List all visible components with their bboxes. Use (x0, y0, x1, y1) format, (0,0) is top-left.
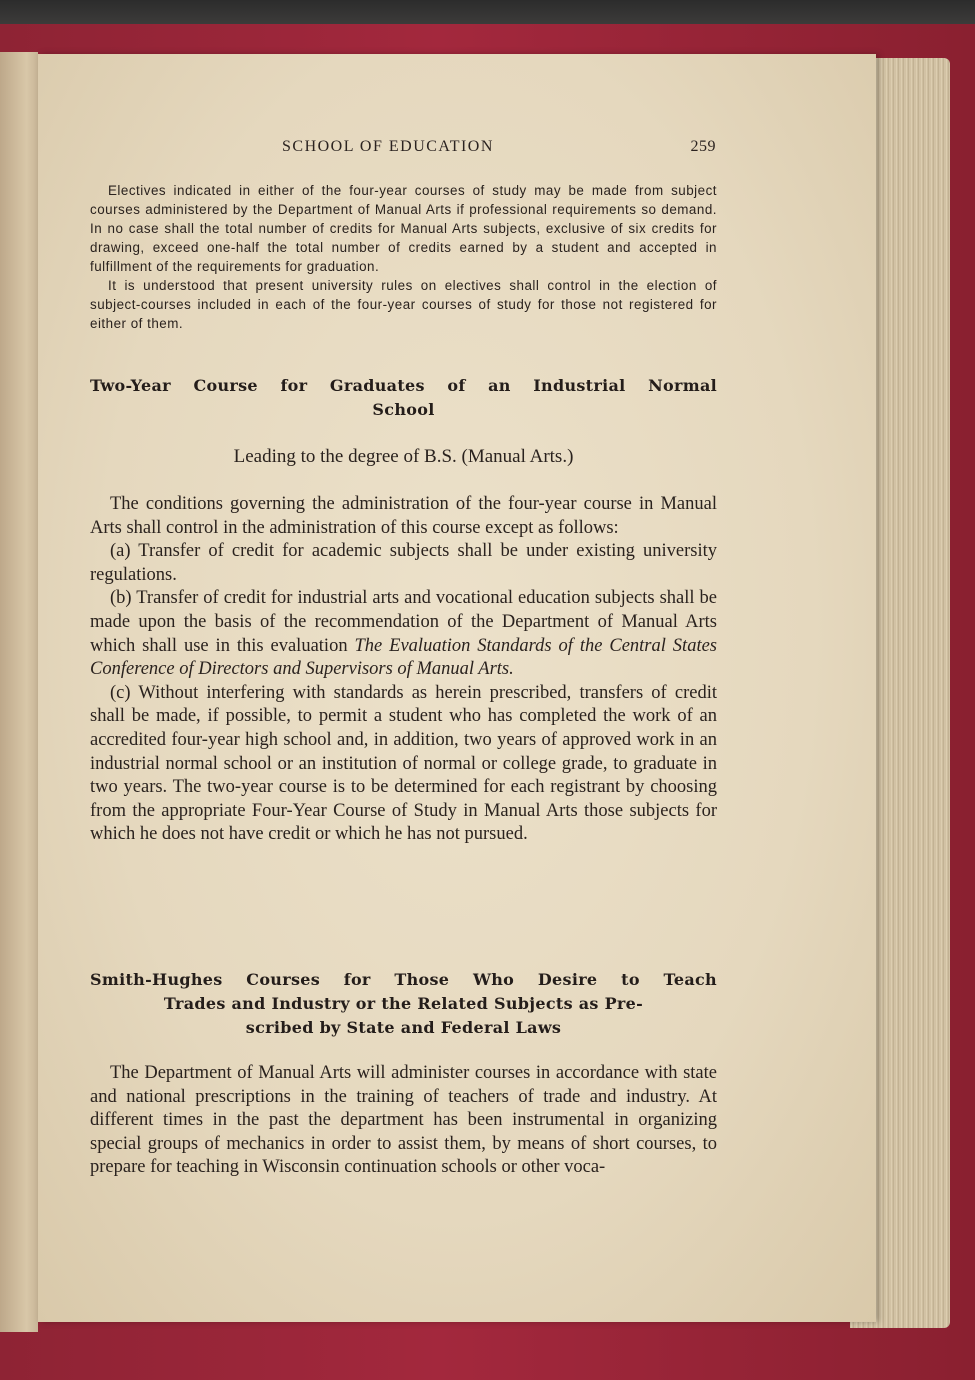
two-year-course-body (90, 493, 717, 847)
running-header (90, 138, 716, 158)
smith-hughes-body (90, 1062, 717, 1180)
heading-line: Trades and Industry or the Related Subjects as Pre- (163, 994, 644, 1013)
intro-paragraph: The conditions governing the administration of the four-year course in Manual Arts shall control in the administration of this course except as follows: (90, 494, 717, 538)
degree-subtitle: Leading to the degree of B.S. (Manual Arts.) (233, 446, 574, 467)
facing-page-edge (0, 52, 38, 1332)
heading-line: Two-Year Course for Graduates of an Industrial Normal (90, 376, 717, 395)
smith-hughes-paragraph: The Department of Manual Arts will administer courses in accordance with state and national prescriptions in the training of teachers of trade and industry. At different times in the past the department has been instrumental in organizing special groups of mechanics in order to assist them, by means of short courses, to prepare for teaching in Wisconsin continuation schools or other voca- (90, 1063, 717, 1178)
item-b-title: The Evaluation Standards of the Central States Conference of Directors and Supervisors of Manual Arts. (90, 635, 717, 680)
section-heading-two-year-course (90, 374, 717, 422)
item-b-text: (b) Transfer of credit for industrial arts and vocational education subjects shall be made upon the basis of the recommendation of the Department of Manual Arts which shall use in this evaluation (90, 588, 717, 656)
page-number: 259 (690, 138, 716, 155)
item-a: (a) Transfer of credit for academic subjects shall be under existing university regulations. (90, 541, 717, 585)
facing-page-bleed (0, 52, 38, 1332)
electives-paragraph: Electives indicated in either of the four-year courses of study may be made from subject courses administered by the Department of Manual Arts if professional requirements so demand. In no case shall the total number of credits for Manual Arts subjects, exclusive of six credits for drawing, exceed one-half the total number of credits earned by a student and accepted in fulfillment of the requirements for graduation. (90, 183, 717, 274)
item-b (90, 587, 717, 681)
electives-rules-paragraph: It is understood that present university rules on electives shall control in the election of subject-courses included in each of the four-year courses of study for those not registered for either of them. (90, 278, 717, 331)
item-c: (c) Without interfering with standards as herein prescribed, transfers of credit shall be made, if possible, to permit a student who has completed the work of an accredited four-year high school and, in addition, two years of approved work in an industrial normal school or an institution of normal or college grade, to graduate in two years. The two-year course is to be determined for each registrant by choosing from the appropriate Four-Year Course of Study in Manual Arts those subjects for which he does not have credit or which he has not pursued. (90, 682, 717, 845)
heading-line: School (372, 400, 435, 419)
heading-line: scribed by State and Federal Laws (245, 1018, 562, 1037)
running-title: SCHOOL OF EDUCATION (282, 138, 494, 155)
section-heading-smith-hughes (90, 968, 717, 1040)
electives-note (90, 181, 717, 333)
heading-line: Smith-Hughes Courses for Those Who Desire to Teach (90, 970, 717, 989)
